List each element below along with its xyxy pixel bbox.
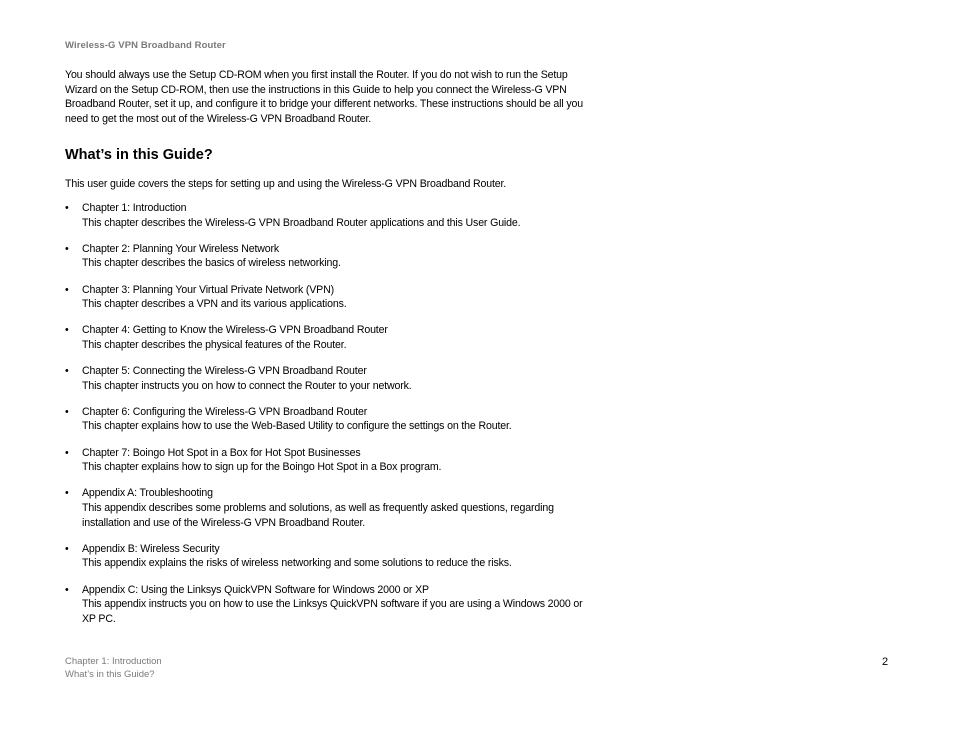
- list-item-description: This chapter describes the physical features of the Router.: [82, 338, 347, 351]
- footer-section: What’s in this Guide?: [65, 668, 155, 680]
- bullet: •: [65, 405, 69, 418]
- list-item-title: Appendix C: Using the Linksys QuickVPN Software for Windows 2000 or XP: [82, 583, 429, 596]
- list-item: [65, 201, 595, 230]
- list-item-description: This appendix describes some problems and solutions, as well as frequently asked questions, regarding installation and use of the Wireless-G VPN Broadband Router.: [82, 502, 554, 529]
- list-item-title: Appendix B: Wireless Security: [82, 542, 220, 555]
- list-item: [65, 405, 595, 434]
- bullet: •: [65, 446, 69, 459]
- bullet: •: [65, 365, 69, 378]
- section-lead: This user guide covers the steps for setting up and using the Wireless-G VPN Broadband Router.: [65, 178, 507, 191]
- page-content: [65, 68, 595, 638]
- list-item-description: This chapter instructs you on how to connect the Router to your network.: [82, 379, 412, 392]
- list-item-description: This chapter describes the Wireless-G VPN Broadband Router applications and this User Guide.: [82, 216, 521, 229]
- list-item: [65, 283, 595, 312]
- bullet: •: [65, 201, 69, 214]
- list-item-title: Chapter 3: Planning Your Virtual Private Network (VPN): [82, 283, 334, 296]
- list-item-description: This chapter describes a VPN and its various applications.: [82, 298, 347, 311]
- bullet: •: [65, 283, 69, 296]
- list-item: [65, 364, 595, 393]
- bullet: •: [65, 542, 69, 555]
- list-item: [65, 242, 595, 271]
- list-item-description: This chapter explains how to sign up for the Boingo Hot Spot in a Box program.: [82, 461, 442, 474]
- list-item-title: Chapter 1: Introduction: [82, 201, 187, 214]
- bullet: •: [65, 324, 69, 337]
- list-item: [65, 446, 595, 475]
- list-item-title: Chapter 5: Connecting the Wireless-G VPN Broadband Router: [82, 365, 367, 378]
- list-item-description: This chapter describes the basics of wireless networking.: [82, 257, 341, 270]
- list-item: [65, 583, 595, 627]
- bullet: •: [65, 487, 69, 500]
- footer-chapter: Chapter 1: Introduction: [65, 656, 162, 667]
- list-item-title: Chapter 2: Planning Your Wireless Network: [82, 242, 279, 255]
- running-footer: [65, 656, 162, 681]
- section-title: What’s in this Guide?: [65, 147, 213, 164]
- list-item-title: Chapter 4: Getting to Know the Wireless-G VPN Broadband Router: [82, 324, 388, 337]
- bullet: •: [65, 242, 69, 255]
- page-number: 2: [882, 656, 889, 668]
- list-item-description: This appendix explains the risks of wireless networking and some solutions to reduce the risks.: [82, 557, 512, 570]
- bullet: •: [65, 583, 69, 596]
- list-item-title: Appendix A: Troubleshooting: [82, 487, 213, 500]
- list-item: [65, 486, 595, 530]
- running-header: Wireless-G VPN Broadband Router: [65, 40, 226, 51]
- list-item: [65, 542, 595, 571]
- list-item-description: This chapter explains how to use the Web-Based Utility to configure the settings on the Router.: [82, 420, 512, 433]
- list-item-title: Chapter 6: Configuring the Wireless-G VPN Broadband Router: [82, 405, 368, 418]
- intro-paragraph: You should always use the Setup CD-ROM when you first install the Router. If you do not wish to run the Setup Wizard on the Setup CD-ROM, then use the instructions in this Guide to help you connect the Wireless-G VPN Broadband Router, set it up, and configure it to bridge your different networks. These instructions should be all you need to get the most out of the Wireless-G VPN Broadband Router.: [65, 69, 583, 125]
- chapter-list: [65, 201, 595, 626]
- list-item-title: Chapter 7: Boingo Hot Spot in a Box for Hot Spot Businesses: [82, 446, 361, 459]
- list-item-description: This appendix instructs you on how to use the Linksys QuickVPN software if you are using a Windows 2000 or XP PC.: [82, 598, 583, 625]
- list-item: [65, 323, 595, 352]
